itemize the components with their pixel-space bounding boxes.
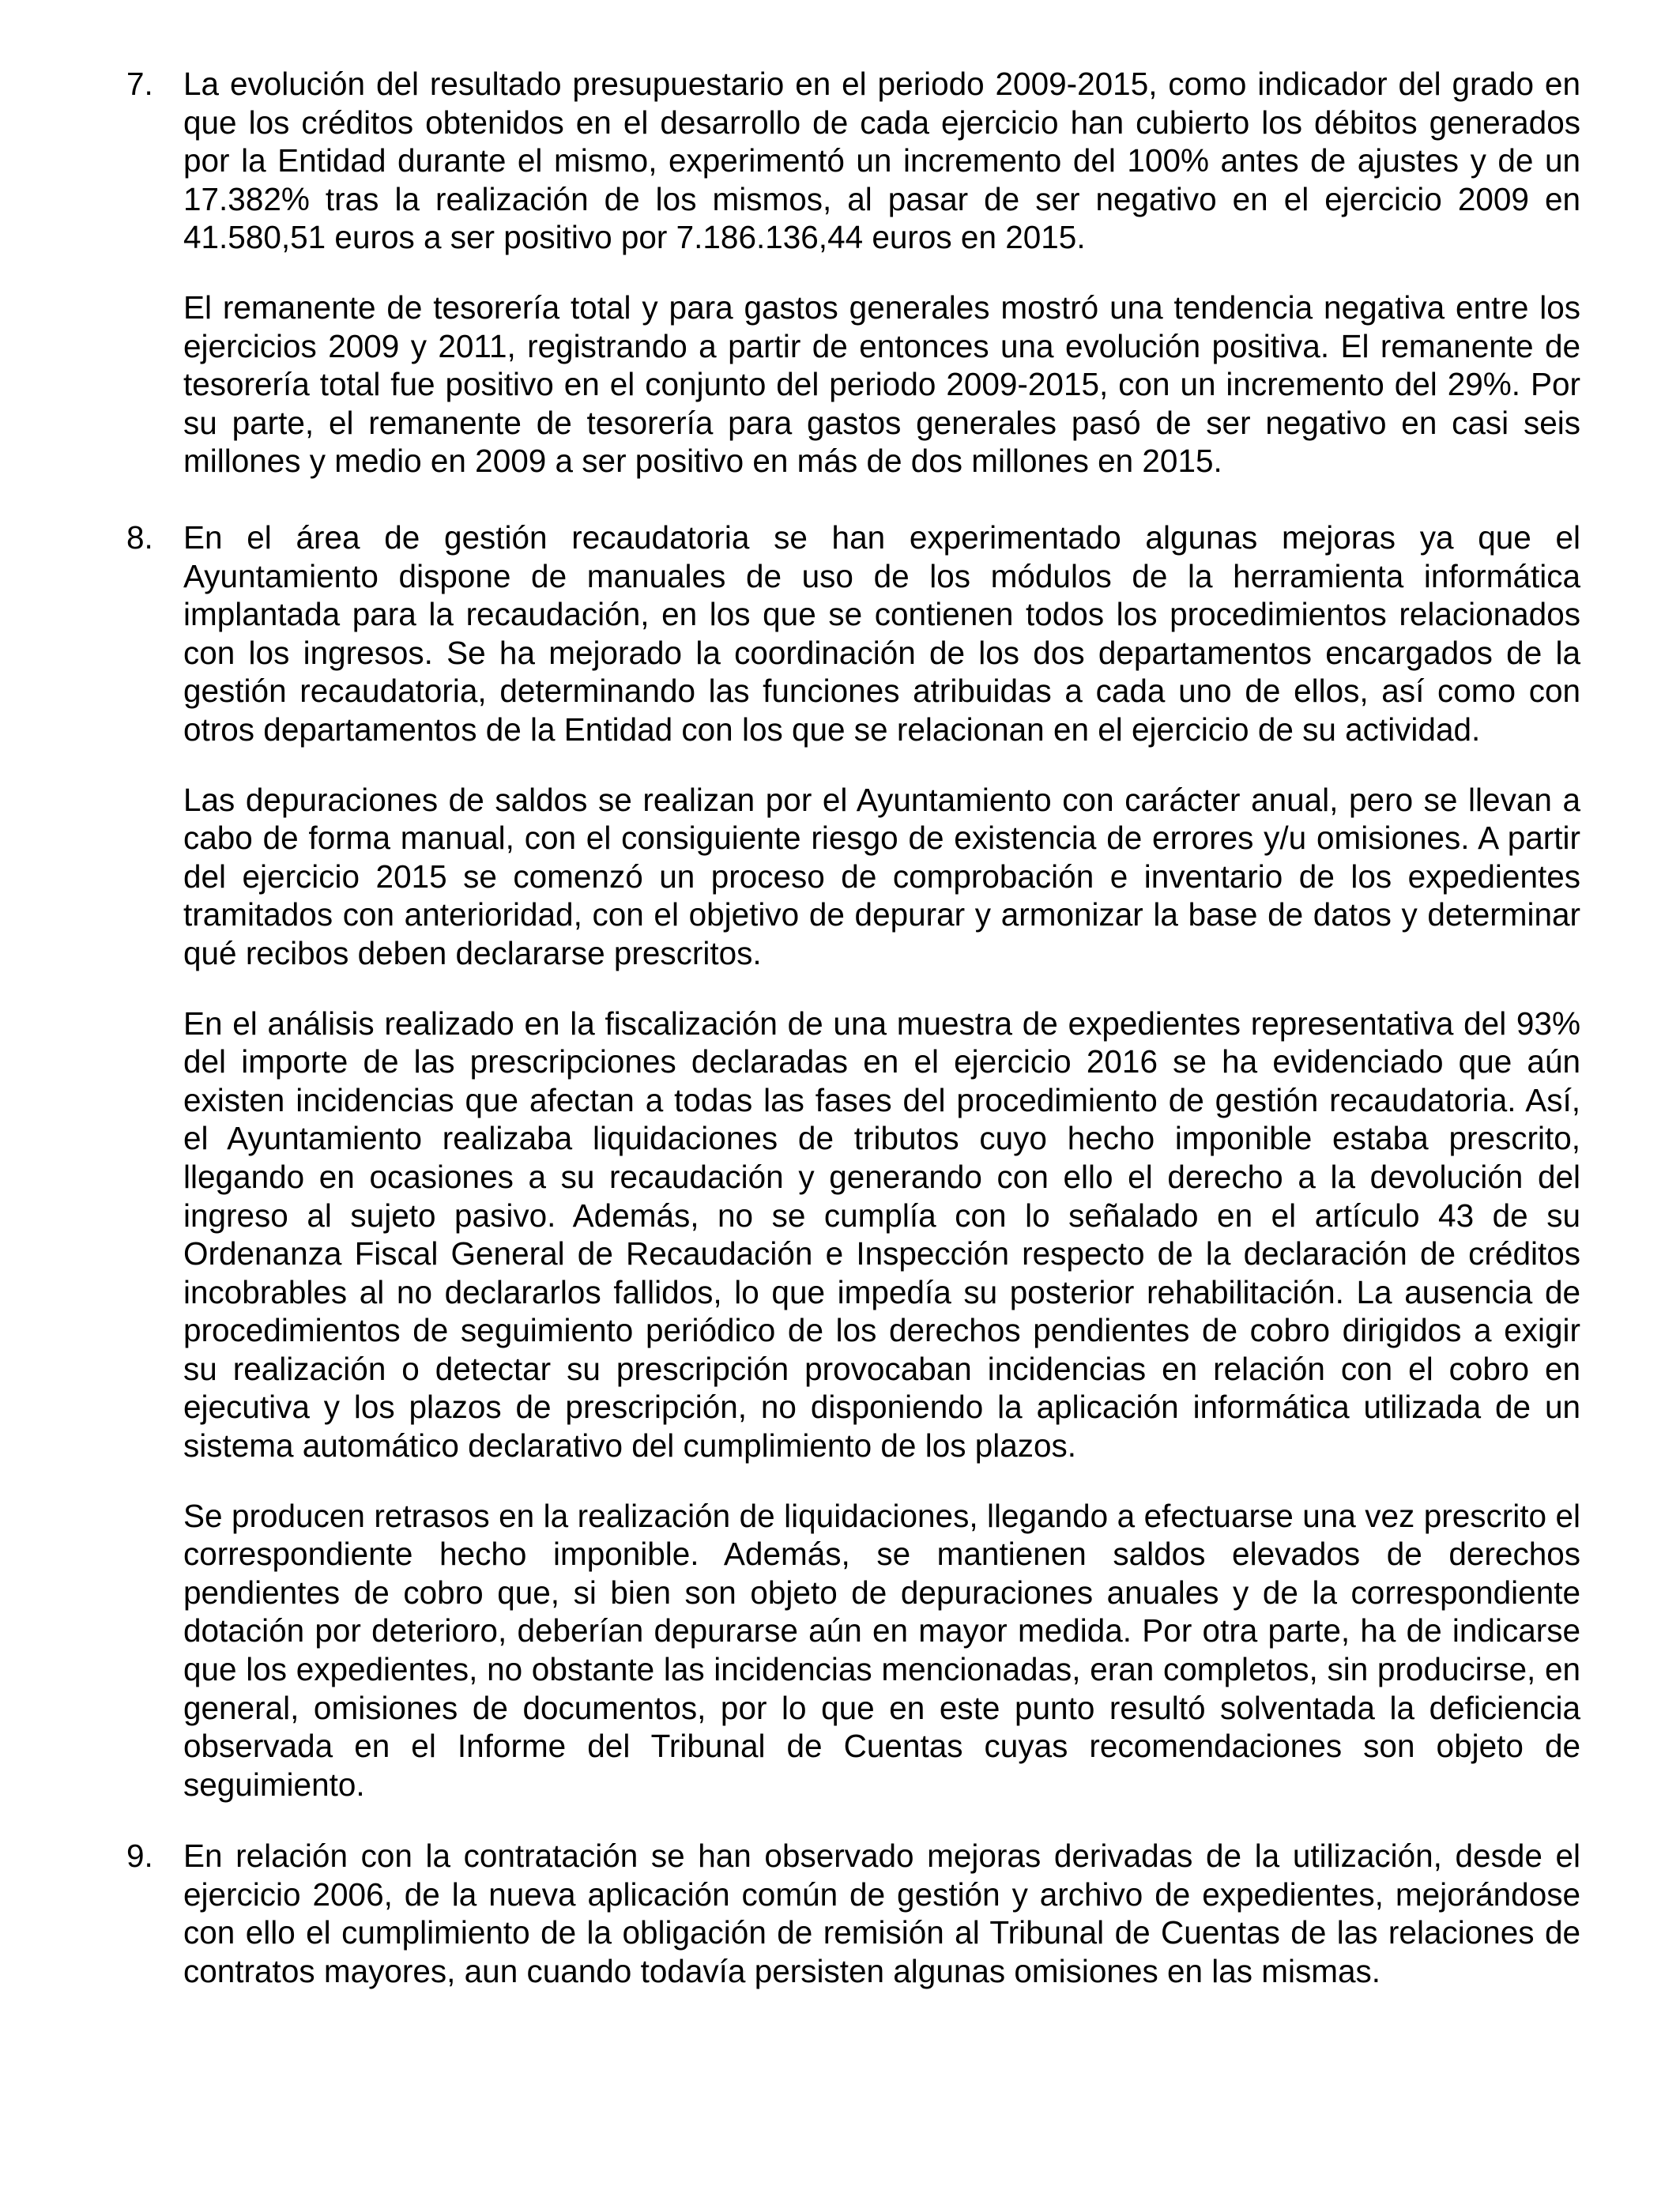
paragraph: La evolución del resultado presupuestario en el periodo 2009-2015, como indicador del grado en que los créditos obtenidos en el desarrollo de cada ejercicio han cubierto los débitos generados por la Entidad durante el mismo, experimentó un incremento del 100% antes de ajustes y de un 17.382% tras la realización de los mismos, al pasar de ser negativo en el ejercicio 2009 en 41.580,51 euros a ser positivo por 7.186.136,44 euros en 2015. <box>183 66 1580 256</box>
paragraph: En relación con la contratación se han observado mejoras derivadas de la utilización, desde el ejercicio 2006, de la nueva aplicación común de gestión y archivo de expedientes, mejorándose con ello el cumplimiento de la obligación de remisión al Tribunal de Cuentas de las relaciones de contratos mayores, aun cuando todavía persisten algunas omisiones en las mismas. <box>183 1838 1580 1989</box>
list-item-7 <box>126 65 1580 481</box>
list-item-number: 9. <box>126 1838 153 1874</box>
paragraph: En el área de gestión recaudatoria se han experimentado algunas mejoras ya que el Ayuntamiento dispone de manuales de uso de los módulos de la herramienta informática implantada para la recaudación, en los que se contienen todos los procedimientos relacionados con los ingresos. Se ha mejorado la coordinación de los dos departamentos encargados de la gestión recaudatoria, determinando las funciones atribuidas a cada uno de ellos, así como con otros departamentos de la Entidad con los que se relacionan en el ejercicio de su actividad. <box>183 519 1580 748</box>
paragraph: En el análisis realizado en la fiscalización de una muestra de expedientes representativa del 93% del importe de las prescripciones declaradas en el ejercicio 2016 se ha evidenciado que aún existen incidencias que afectan a todas las fases del procedimiento de gestión recaudatoria. Así, el Ayuntamiento realizaba liquidaciones de tributos cuyo hecho imponible estaba prescrito, llegando en ocasiones a su recaudación y generando con ello el derecho a la devolución del ingreso al sujeto pasivo. Además, no se cumplía con lo señalado en el artículo 43 de su Ordenanza Fiscal General de Recaudación e Inspección respecto de la declaración de créditos incobrables al no declararlos fallidos, lo que impedía su posterior rehabilitación. La ausencia de procedimientos de seguimiento periódico de los derechos pendientes de cobro dirigidos a exigir su realización o detectar su prescripción provocaban incidencias en relación con el cobro en ejecutiva y los plazos de prescripción, no disponiendo la aplicación informática utilizada de un sistema automático declarativo del cumplimiento de los plazos. <box>183 1005 1580 1465</box>
list-item-number: 8. <box>126 519 153 556</box>
paragraph: El remanente de tesorería total y para gastos generales mostró una tendencia negativa entre los ejercicios 2009 y 2011, registrando a partir de entonces una evolución positiva. El remanente de tesorería total fue positivo en el conjunto del periodo 2009-2015, con un incremento del 29%. Por su parte, el remanente de tesorería para gastos generales pasó de ser negativo en casi seis millones y medio en 2009 a ser positivo en más de dos millones en 2015. <box>183 288 1580 480</box>
list-item-9 <box>126 1837 1580 1990</box>
list-item-number: 7. <box>126 66 153 102</box>
paragraph: Se producen retrasos en la realización de liquidaciones, llegando a efectuarse una vez prescrito el correspondiente hecho imponible. Además, se mantienen saldos elevados de derechos pendientes de cobro que, si bien son objeto de depuraciones anuales y de la correspondiente dotación por deterioro, deberían depurarse aún en mayor medida. Por otra parte, ha de indicarse que los expedientes, no obstante las incidencias mencionadas, eran completos, sin producirse, en general, omisiones de documentos, por lo que en este punto resultó solventada la deficiencia observada en el Informe del Tribunal de Cuentas cuyas recomendaciones son objeto de seguimiento. <box>183 1497 1580 1803</box>
paragraph: Las depuraciones de saldos se realizan por el Ayuntamiento con carácter anual, pero se llevan a cabo de forma manual, con el consiguiente riesgo de existencia de errores y/u omisiones. A partir del ejercicio 2015 se comenzó un proceso de comprobación e inventario de los expedientes tramitados con anterioridad, con el objetivo de depurar y armonizar la base de datos y determinar qué recibos deben declararse prescritos. <box>183 781 1580 971</box>
list-item-8 <box>126 518 1580 1804</box>
